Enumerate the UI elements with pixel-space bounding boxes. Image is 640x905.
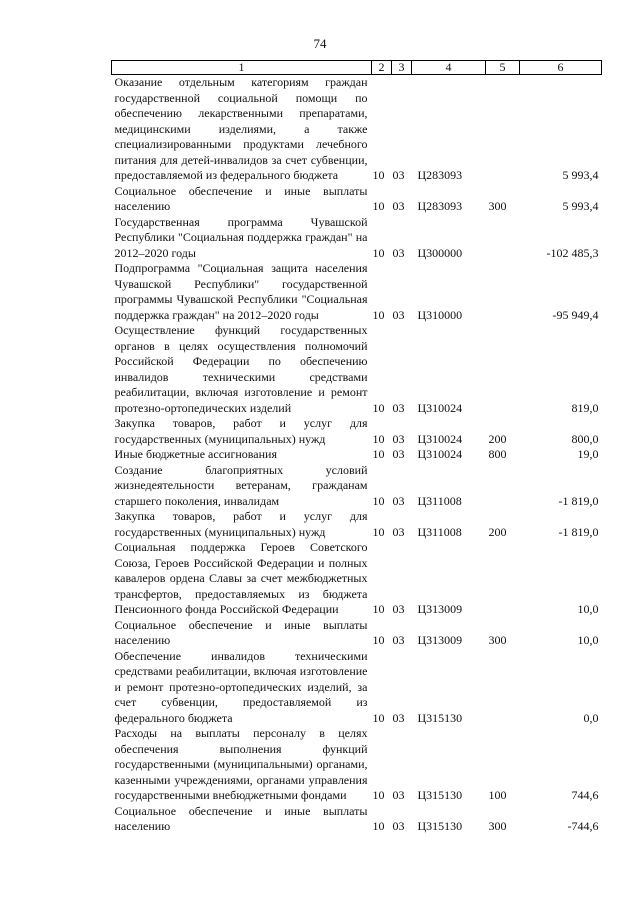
row-expense-type-cell bbox=[486, 215, 520, 262]
row-amount-cell: -102 485,3 bbox=[546, 245, 599, 260]
row-subsection-cell: 03 bbox=[392, 493, 405, 508]
page-number: 74 bbox=[313, 36, 327, 51]
budget-table bbox=[111, 60, 602, 835]
row-subsection-cell: 03 bbox=[392, 633, 405, 647]
row-target-article-cell: Ц300000 bbox=[417, 245, 463, 260]
row-section-cell: 10 bbox=[372, 493, 385, 508]
row-section-cell: 10 bbox=[372, 447, 385, 461]
table-row bbox=[112, 447, 602, 463]
row-target-article-cell: Ц310024 bbox=[417, 431, 463, 446]
row-name-cell: Осуществление функций государственных органов в целях осуществления полномочий Российской Федерации по обеспечению инвалидов техническими средствами реабилитации, включая изготовление и ремонт протезно-ортопедических изделий bbox=[114, 323, 368, 415]
row-target-article-cell: Ц283093 bbox=[417, 168, 463, 182]
table-row bbox=[112, 804, 602, 835]
table-row bbox=[112, 649, 602, 727]
row-expense-type-cell bbox=[486, 75, 520, 184]
row-target-article-cell: Ц311008 bbox=[417, 524, 462, 539]
row-section-cell: 10 bbox=[372, 400, 385, 415]
column-header: 4 bbox=[412, 61, 486, 75]
row-subsection-cell: 03 bbox=[392, 524, 405, 539]
column-header: 1 bbox=[112, 61, 372, 75]
row-expense-type-cell bbox=[486, 323, 520, 416]
row-subsection-cell: 03 bbox=[392, 168, 405, 182]
table-row bbox=[112, 540, 602, 618]
row-amount-cell: -1 819,0 bbox=[558, 493, 599, 508]
table-header-row bbox=[112, 61, 602, 75]
row-name-cell: Иные бюджетные ассигнования bbox=[114, 447, 277, 461]
row-subsection-cell: 03 bbox=[392, 602, 405, 616]
row-target-article-cell: Ц311008 bbox=[417, 493, 462, 508]
row-section-cell: 10 bbox=[372, 168, 385, 182]
row-expense-type-cell: 100 bbox=[488, 788, 507, 802]
row-expense-type-cell: 200 bbox=[488, 431, 507, 446]
row-target-article-cell: Ц283093 bbox=[417, 199, 463, 213]
row-expense-type-cell bbox=[486, 540, 520, 618]
row-amount-cell: 744,6 bbox=[571, 788, 599, 802]
row-name-cell: Государственная программа Чувашской Республики "Социальная поддержка граждан" на 2012–2020 годы bbox=[114, 214, 368, 260]
row-name-cell: Оказание отдельным категориям граждан государственной социальной помощи по обеспечению лекарственными препаратами, медицинскими изделиями, а также специализированными продуктами лечебного питания для детей-инвалидов за счет субвенции, предоставляемой из федерального бюджета bbox=[114, 75, 368, 182]
row-section-cell: 10 bbox=[372, 431, 385, 446]
row-amount-cell: 0,0 bbox=[583, 710, 599, 725]
row-section-cell: 10 bbox=[372, 788, 385, 802]
row-expense-type-cell: 200 bbox=[488, 524, 507, 539]
row-name-cell: Создание благоприятных условий жизнедеятельности ветеранам, гражданам старшего поколения, инвалидам bbox=[114, 462, 368, 508]
row-amount-cell: 819,0 bbox=[571, 400, 599, 415]
row-amount-cell: 10,0 bbox=[577, 602, 599, 616]
row-amount-cell: 800,0 bbox=[571, 431, 599, 446]
table-row bbox=[112, 184, 602, 215]
table-row bbox=[112, 75, 602, 184]
row-target-article-cell: Ц313009 bbox=[417, 633, 463, 647]
row-name-cell: Расходы на выплаты персоналу в целях обеспечения выполнения функций государственными (муниципальными) органами, казенными учреждениями, органами управления государственными внебюджетными фондами bbox=[114, 726, 368, 802]
row-expense-type-cell: 300 bbox=[488, 819, 507, 833]
row-amount-cell: -95 949,4 bbox=[552, 307, 599, 322]
row-target-article-cell: Ц310000 bbox=[417, 307, 463, 322]
row-section-cell: 10 bbox=[372, 710, 385, 725]
row-name-cell: Закупка товаров, работ и услуг для государственных (муниципальных) нужд bbox=[114, 509, 368, 539]
row-name-cell: Социальная поддержка Героев Советского Союза, Героев Российской Федерации и полных кавалеров ордена Славы за счет межбюджетных трансфертов, предоставляемых из бюджета Пенсионного фонда Российской Федерации bbox=[114, 540, 368, 616]
table-row bbox=[112, 416, 602, 447]
row-name-cell: Подпрограмма "Социальная защита населения Чувашской Республики" государственной программы Чувашской Республики "Социальная поддержка граждан" на 2012–2020 годы bbox=[114, 261, 368, 322]
column-header: 5 bbox=[486, 61, 520, 75]
column-header: 3 bbox=[392, 61, 412, 75]
row-amount-cell: 10,0 bbox=[577, 633, 599, 647]
row-subsection-cell: 03 bbox=[392, 400, 405, 415]
table-row bbox=[112, 618, 602, 649]
row-name-cell: Социальное обеспечение и иные выплаты населению bbox=[114, 803, 368, 833]
row-subsection-cell: 03 bbox=[392, 819, 405, 833]
row-section-cell: 10 bbox=[372, 633, 385, 647]
row-section-cell: 10 bbox=[372, 245, 385, 260]
row-expense-type-cell: 300 bbox=[488, 633, 507, 647]
row-subsection-cell: 03 bbox=[392, 788, 405, 802]
row-section-cell: 10 bbox=[372, 307, 385, 322]
row-amount-cell: 5 993,4 bbox=[562, 199, 599, 213]
table-row bbox=[112, 509, 602, 540]
row-target-article-cell: Ц315130 bbox=[417, 710, 463, 725]
row-amount-cell: -744,6 bbox=[567, 819, 599, 833]
row-subsection-cell: 03 bbox=[392, 307, 405, 322]
row-section-cell: 10 bbox=[372, 602, 385, 616]
row-target-article-cell: Ц315130 bbox=[417, 788, 463, 802]
column-header: 2 bbox=[372, 61, 392, 75]
table-row bbox=[112, 726, 602, 804]
row-expense-type-cell: 300 bbox=[488, 199, 507, 213]
row-amount-cell: 19,0 bbox=[577, 447, 599, 461]
row-target-article-cell: Ц310024 bbox=[417, 400, 463, 415]
row-expense-type-cell: 800 bbox=[488, 447, 507, 461]
row-subsection-cell: 03 bbox=[392, 447, 405, 461]
table-row bbox=[112, 261, 602, 323]
table-row bbox=[112, 215, 602, 262]
column-header: 6 bbox=[520, 61, 602, 75]
row-expense-type-cell bbox=[486, 261, 520, 323]
row-target-article-cell: Ц313009 bbox=[417, 602, 463, 616]
table-body bbox=[112, 75, 602, 835]
row-section-cell: 10 bbox=[372, 524, 385, 539]
row-name-cell: Социальное обеспечение и иные выплаты населению bbox=[114, 617, 368, 647]
row-target-article-cell: Ц310024 bbox=[417, 447, 463, 461]
table-row bbox=[112, 463, 602, 510]
row-subsection-cell: 03 bbox=[392, 245, 405, 260]
row-name-cell: Обеспечение инвалидов техническими средствами реабилитации, включая изготовление и ремонт протезно-ортопедических изделий, за счет субвенции, предоставляемой из федерального бюджета bbox=[114, 648, 368, 725]
row-name-cell: Закупка товаров, работ и услуг для государственных (муниципальных) нужд bbox=[114, 416, 368, 446]
row-subsection-cell: 03 bbox=[392, 199, 405, 213]
row-target-article-cell: Ц315130 bbox=[417, 819, 463, 833]
row-amount-cell: 5 993,4 bbox=[562, 168, 599, 182]
row-subsection-cell: 03 bbox=[392, 431, 405, 446]
row-amount-cell: -1 819,0 bbox=[558, 524, 599, 539]
row-section-cell: 10 bbox=[372, 199, 385, 213]
row-expense-type-cell bbox=[486, 649, 520, 727]
row-section-cell: 10 bbox=[372, 819, 385, 833]
row-name-cell: Социальное обеспечение и иные выплаты населению bbox=[114, 183, 368, 213]
table-row bbox=[112, 323, 602, 416]
row-expense-type-cell bbox=[486, 463, 520, 510]
row-subsection-cell: 03 bbox=[392, 710, 405, 725]
